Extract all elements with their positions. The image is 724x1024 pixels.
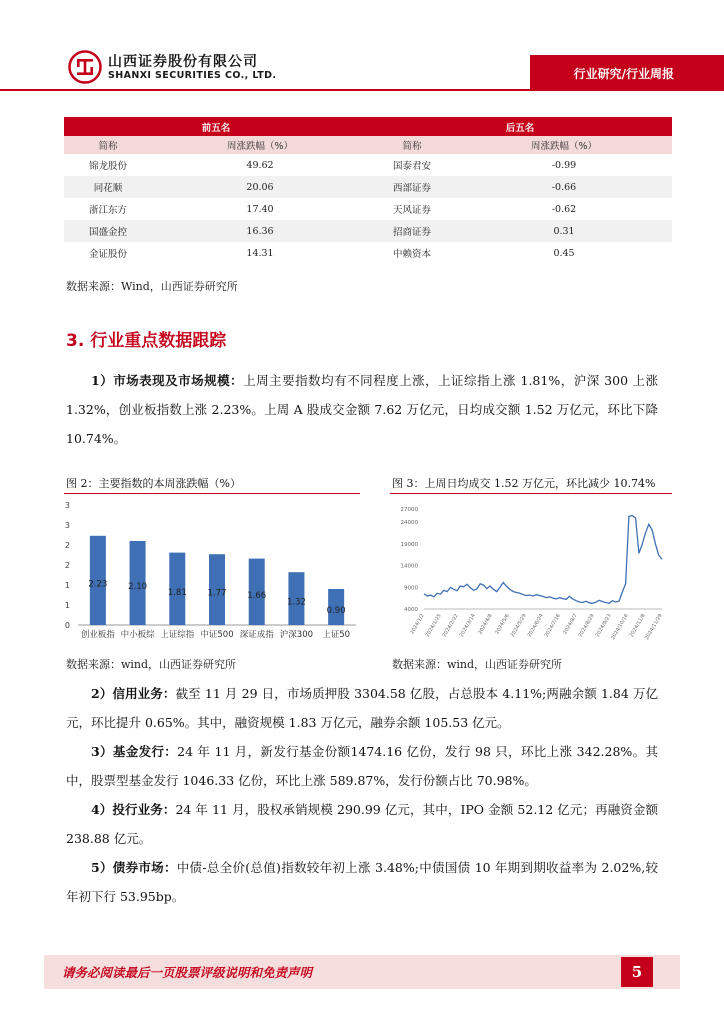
figure2-divider [64,493,360,494]
company-logo-icon [68,50,102,84]
x-tick-label: 沪深300 [279,630,314,640]
top-stock-name: 金证股份 [64,242,152,264]
col-change-header: 周涨跌幅（%） [152,136,368,154]
section-title: 3. 行业重点数据跟踪 [66,331,227,351]
bar-value-label: 1.66 [247,590,267,601]
x-tick-label: 2024/4/8 [477,613,494,636]
bar-value-label: 1.81 [167,587,187,598]
bottom-stock-name: 招商证券 [368,220,456,242]
paragraph-text: 24 年 11 月，股权承销规模 290.99 亿元，其中，IPO 金额 52.12 亿元；再融资金额 238.88 亿元。 [66,802,659,846]
x-tick-label: 2024/9/23 [594,613,613,639]
x-tick-label: 上证50 [322,630,351,640]
company-name-en: SHANXI SECURITIES CO., LTD. [108,70,277,81]
x-tick-label: 2024/8/29 [577,613,596,639]
y-tick-label: 24000 [400,520,418,527]
report-category: 行业研究/行业周报 [573,67,674,81]
bar-value-label: 2.10 [128,582,148,592]
paragraph-text: 24 年 11 月，新发行基金份额1474.16 亿份，发行 98 只，环比上涨 342.28%。其中，股票型基金发行 1046.33 亿份，环比上涨 589.87%，发行份额占比 70.98%。 [66,744,658,788]
x-tick-label: 2024/8/7 [562,613,579,636]
paragraph-text: 截至 11 月 29 日，市场质押股 3304.58 亿股，占总股本 4.11%;两融余额 1.84 万亿元，环比提升 0.65%。其中，融资规模 1.83 万亿元，融券余额 105.53 亿元。 [66,686,658,730]
top-five-header: 前五名 [64,117,368,136]
x-tick-label: 2024/5/29 [509,613,528,639]
y-tick-label: 9000 [404,585,418,592]
y-tick-label: 1 [64,581,70,590]
x-tick-label: 2024/1/2 [409,613,426,636]
bottom-stock-change: -0.99 [456,154,672,176]
y-tick-label: 2 [64,541,70,550]
y-tick-label: 4000 [404,607,418,613]
bottom-stock-change: 0.31 [456,220,672,242]
index-change-bar-chart [64,497,364,647]
col-name-header: 简称 [368,136,456,154]
figure3-divider [390,493,672,494]
paragraph-label: 1）市场表现及市场规模： [91,373,244,388]
bottom-five-header: 后五名 [368,117,672,136]
y-tick-label: 14000 [400,563,418,570]
top-stock-change: 20.06 [152,176,368,198]
paragraph-label: 5）债券市场： [91,860,177,875]
figure3-source: 数据来源：wind，山西证券研究所 [392,658,563,671]
y-tick-label: 2 [64,561,70,570]
x-tick-label: 2024/7/16 [543,613,562,639]
y-tick-label: 1 [64,601,70,610]
company-name-cn: 山西证券股份有限公司 [108,54,258,70]
paragraph-ibanking [66,795,658,853]
y-tick-label: 27000 [400,507,418,513]
bottom-stock-change: -0.66 [456,176,672,198]
top-bottom-five-table [64,117,672,264]
x-tick-label: 2024/1/25 [424,613,443,639]
x-tick-label: 中证500 [200,630,234,640]
table-row [64,220,672,242]
paragraph-fund [66,737,658,795]
x-tick-label: 创业板指 [80,630,115,640]
paragraph-label: 2）信用业务： [91,686,176,701]
paragraph-credit [66,679,658,737]
table-row [64,154,672,176]
table-group-header-row [64,117,672,136]
bottom-stock-change: -0.62 [456,198,672,220]
paragraph-label: 4）投行业务： [91,802,176,817]
page-number: 5 [621,957,653,987]
figure2-source: 数据来源：wind，山西证券研究所 [66,658,237,671]
x-tick-label: 2024/2/22 [441,613,460,639]
bar-value-label: 1.32 [286,597,306,608]
top-stock-change: 49.62 [152,154,368,176]
top-stock-name: 国盛金控 [64,220,152,242]
header-divider [0,89,724,91]
bottom-stock-change: 0.45 [456,242,672,264]
y-tick-label: 3 [64,501,70,510]
paragraph-text: 中债-总全价(总值)指数较年初上涨 3.48%;中债国债 10 年期到期收益率为 2.02%,较年初下行 53.95bp。 [66,860,658,904]
bar-value-label: 2.23 [88,579,108,590]
bar-value-label: 1.77 [207,588,227,599]
figure3-title: 图 3：上周日均成交 1.52 万亿元，环比减少 10.74% [392,477,656,490]
top-stock-name: 同花顺 [64,176,152,198]
bottom-stock-name: 国泰君安 [368,154,456,176]
footer-disclaimer: 请务必阅读最后一页股票评级说明和免责声明 [62,965,313,980]
figure2-title: 图 2：主要指数的本周涨跌幅（%） [66,477,241,490]
x-tick-label: 上证综指 [160,630,195,640]
top-stock-change: 14.31 [152,242,368,264]
daily-turnover-line-chart [390,497,672,647]
x-tick-label: 2024/11/29 [644,613,664,641]
x-tick-label: 2024/5/6 [494,613,511,636]
bar-value-label: 0.90 [326,606,346,616]
bottom-stock-name: 中赖资本 [368,242,456,264]
x-tick-label: 2024/10/16 [610,613,630,641]
table-column-header-row [64,136,672,154]
table-row [64,242,672,264]
top-stock-name: 浙江东方 [64,198,152,220]
y-tick-label: 19000 [400,541,418,548]
paragraph-bond [66,853,658,911]
series-line [424,516,662,604]
col-change-header: 周涨跌幅（%） [456,136,672,154]
y-tick-label: 3 [64,521,70,530]
top-stock-change: 17.40 [152,198,368,220]
bottom-stock-name: 天风证券 [368,198,456,220]
paragraph-text: 上周主要指数均有不同程度上涨，上证综指上涨 1.81%，沪深 300 上涨 1.32%，创业板指数上涨 2.23%。上周 A 股成交金额 7.62 万亿元，日均成交额 1.52 万亿元，环比下降 10.74%。 [66,373,658,446]
x-tick-label: 中小板综 [120,630,155,640]
x-tick-label: 2024/11/8 [628,613,647,639]
top-stock-change: 16.36 [152,220,368,242]
paragraph-market [66,366,658,453]
col-name-header: 简称 [64,136,152,154]
table-row [64,176,672,198]
top-stock-name: 锦龙股份 [64,154,152,176]
x-tick-label: 2024/6/24 [526,613,545,639]
table-source: 数据来源：Wind，山西证券研究所 [66,280,238,293]
bottom-stock-name: 西部证券 [368,176,456,198]
report-category-band [530,55,724,89]
page-header [0,0,724,95]
table-row [64,198,672,220]
x-tick-label: 深证成指 [239,630,274,640]
y-tick-label: 0 [64,621,70,630]
x-tick-label: 2024/3/14 [458,613,477,639]
paragraph-label: 3）基金发行： [91,744,178,759]
